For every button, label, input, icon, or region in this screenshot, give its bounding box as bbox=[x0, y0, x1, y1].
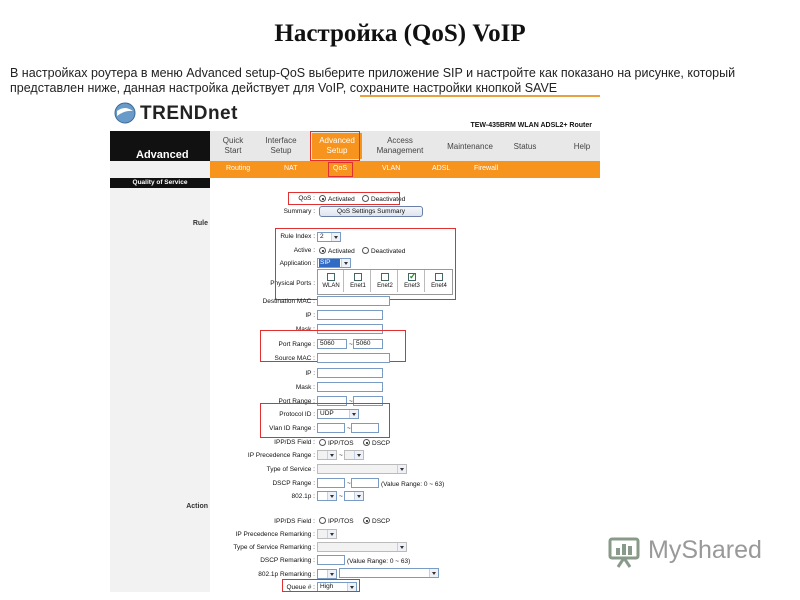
subnav-vlan[interactable]: VLAN bbox=[382, 165, 401, 172]
slide-title: Настройка (QoS) VoIP bbox=[274, 20, 526, 47]
dest-ip-input[interactable] bbox=[317, 310, 383, 320]
qos-summary-button[interactable]: QoS Settings Summary bbox=[319, 206, 423, 217]
watermark bbox=[604, 532, 774, 572]
section-title: Advanced bbox=[136, 149, 189, 161]
chevron-down-icon bbox=[397, 543, 406, 551]
rule-dscp-radio[interactable] bbox=[363, 439, 370, 446]
src-mask-input[interactable] bbox=[317, 382, 383, 392]
chevron-down-icon bbox=[429, 569, 438, 577]
ipp-ds-field-label: IPP/DS Field : bbox=[274, 439, 315, 446]
subnav-qos[interactable]: QoS bbox=[333, 165, 348, 172]
globe-icon bbox=[114, 102, 136, 124]
queue-label: Queue # : bbox=[286, 584, 315, 591]
port-range-to-input[interactable]: 5060 bbox=[353, 339, 383, 349]
vlan-id-range-label: Vlan ID Range : bbox=[269, 425, 315, 432]
description-underline bbox=[360, 95, 600, 97]
physical-ports-label: Physical Ports : bbox=[270, 280, 315, 287]
src-ip-label: IP : bbox=[305, 370, 315, 377]
left-subtitle: Quality of Service bbox=[110, 178, 210, 188]
slide-description: В настройках роутера в меню Advanced setup-QoS выберите приложение SIP и настройте как показано на рисунке, который представлен ниже, данная настройка действует для VoIP, сохраните настройки кнопкой SAVE bbox=[10, 66, 736, 95]
protocol-id-value: UDP bbox=[320, 410, 334, 417]
rule-ipp-tos-label: IPP/TOS bbox=[328, 440, 354, 447]
watermark-text: MyShared bbox=[648, 536, 762, 564]
chevron-down-icon bbox=[327, 570, 336, 578]
highlight-qos-tab bbox=[328, 162, 353, 177]
chevron-down-icon bbox=[397, 465, 406, 473]
highlight-advanced-setup bbox=[310, 131, 360, 161]
ip-precedence-remarking-select[interactable] bbox=[317, 529, 337, 539]
rule-index-value: 2 bbox=[320, 233, 324, 240]
type-of-service-select[interactable] bbox=[317, 464, 407, 474]
highlight-rule-basic bbox=[275, 228, 456, 300]
chevron-down-icon bbox=[354, 492, 363, 500]
dscp-range-hint: (Value Range: 0 ~ 63) bbox=[381, 481, 445, 488]
active-deactivated-label: Deactivated bbox=[371, 248, 406, 255]
dscp-remarking-label: DSCP Remarking : bbox=[260, 557, 315, 564]
port-enet2-label: Enet2 bbox=[377, 283, 393, 289]
chevron-down-icon bbox=[327, 530, 336, 538]
dest-mac-label: Destination MAC : bbox=[262, 298, 315, 305]
port-enet4-label: Enet4 bbox=[431, 283, 447, 289]
p8021-remarking-select[interactable] bbox=[317, 569, 337, 579]
nav-interface-setup[interactable]: Interface Setup bbox=[265, 136, 297, 155]
action-ipp-tos-radio[interactable] bbox=[319, 517, 326, 524]
port-range-label: Port Range : bbox=[278, 341, 315, 348]
port-range-from-input[interactable]: 5060 bbox=[317, 339, 347, 349]
rule-index-label: Rule Index : bbox=[280, 233, 315, 240]
subnav-adsl[interactable]: ADSL bbox=[432, 165, 451, 172]
p8021-dash: ~ bbox=[339, 493, 343, 500]
subnav-firewall[interactable]: Firewall bbox=[474, 165, 499, 172]
p8021-to-select[interactable] bbox=[344, 491, 364, 501]
active-label: Active : bbox=[293, 247, 315, 254]
src-mask-label: Mask : bbox=[295, 384, 315, 391]
dscp-remarking-hint: (Value Range: 0 ~ 63) bbox=[347, 558, 411, 565]
port-range-dash: ~ bbox=[349, 341, 353, 348]
presentation-icon bbox=[608, 536, 642, 568]
dscp-range-label: DSCP Range : bbox=[272, 480, 315, 487]
rule-ipp-tos-radio[interactable] bbox=[319, 439, 326, 446]
router-screenshot bbox=[110, 100, 600, 592]
port-wlan-label: WLAN bbox=[322, 283, 340, 289]
dscp-to-input[interactable] bbox=[351, 478, 379, 488]
ip-precedence-from-select[interactable] bbox=[317, 450, 337, 460]
p8021-remarking-label: 802.1p Remarking : bbox=[258, 571, 315, 578]
chevron-down-icon bbox=[327, 492, 336, 500]
chevron-down-icon bbox=[327, 451, 336, 459]
action-dscp-label: DSCP bbox=[372, 518, 391, 525]
tos-remarking-label: Type of Service Remarking : bbox=[233, 544, 315, 551]
src-port-range-dash: ~ bbox=[349, 398, 353, 405]
action-dscp-radio[interactable] bbox=[363, 517, 370, 524]
port-enet1-label: Enet1 bbox=[350, 283, 366, 289]
application-value: SIP bbox=[319, 259, 340, 267]
sub-nav bbox=[210, 161, 600, 178]
p8021-remarking-wide-select[interactable] bbox=[339, 568, 439, 578]
highlight-queue bbox=[282, 579, 360, 592]
source-mac-input[interactable] bbox=[317, 353, 390, 363]
nav-quick-start[interactable]: Quick Start bbox=[222, 136, 244, 155]
nav-maintenance[interactable]: Maintenance bbox=[447, 142, 493, 151]
protocol-id-label: Protocol ID : bbox=[279, 411, 315, 418]
subnav-nat[interactable]: NAT bbox=[284, 165, 298, 172]
subnav-routing[interactable]: Routing bbox=[226, 165, 251, 172]
nav-advanced-setup[interactable]: Advanced Setup bbox=[312, 133, 362, 159]
action-section-label: Action bbox=[186, 503, 208, 510]
application-label: Application : bbox=[279, 260, 315, 267]
ip-precedence-remarking-label: IP Precedence Remarking : bbox=[235, 531, 315, 538]
ip-precedence-dash: ~ bbox=[339, 452, 343, 459]
dest-mask-label: Mask : bbox=[295, 326, 315, 333]
src-port-range-label: Port Range : bbox=[278, 398, 315, 405]
highlight-protocol bbox=[260, 403, 390, 438]
router-model: TEW-435BRM WLAN ADSL2+ Router bbox=[470, 122, 592, 129]
summary-label: Summary : bbox=[283, 208, 315, 215]
action-ipp-ds-field-label: IPP/DS Field : bbox=[274, 518, 315, 525]
dscp-dash: ~ bbox=[347, 480, 351, 487]
source-mac-label: Source MAC : bbox=[274, 355, 315, 362]
qos-deactivated-label: Deactivated bbox=[371, 196, 406, 203]
p8021-from-select[interactable] bbox=[317, 491, 337, 501]
queue-value: High bbox=[320, 583, 334, 590]
action-ipp-tos-label: IPP/TOS bbox=[328, 518, 354, 525]
p8021-label: 802.1p : bbox=[291, 493, 315, 500]
dscp-from-input[interactable] bbox=[317, 478, 345, 488]
dscp-remarking-input[interactable] bbox=[317, 555, 345, 565]
dest-mac-input[interactable] bbox=[317, 296, 390, 306]
highlight-qos bbox=[288, 192, 400, 205]
src-ip-input[interactable] bbox=[317, 368, 383, 378]
nav-help[interactable]: Help bbox=[573, 142, 591, 151]
rule-section-label: Rule bbox=[192, 220, 208, 227]
nav-access-management[interactable]: Access Management bbox=[376, 136, 424, 155]
type-of-service-label: Type of Service : bbox=[266, 466, 315, 473]
vlan-dash: ~ bbox=[347, 425, 351, 432]
ip-precedence-range-label: IP Precedence Range : bbox=[247, 452, 315, 459]
qos-label: QoS : bbox=[298, 195, 315, 202]
dest-ip-label: IP : bbox=[305, 312, 315, 319]
port-enet3-label: Enet3 bbox=[404, 283, 420, 289]
ip-precedence-to-select[interactable] bbox=[344, 450, 364, 460]
logo-text: TRENDnet bbox=[140, 103, 238, 124]
qos-activated-label: Activated bbox=[328, 196, 355, 203]
active-activated-label: Activated bbox=[328, 248, 355, 255]
chevron-down-icon bbox=[354, 451, 363, 459]
tos-remarking-select[interactable] bbox=[317, 542, 407, 552]
rule-dscp-label: DSCP bbox=[372, 440, 391, 447]
nav-status[interactable]: Status bbox=[513, 142, 537, 151]
